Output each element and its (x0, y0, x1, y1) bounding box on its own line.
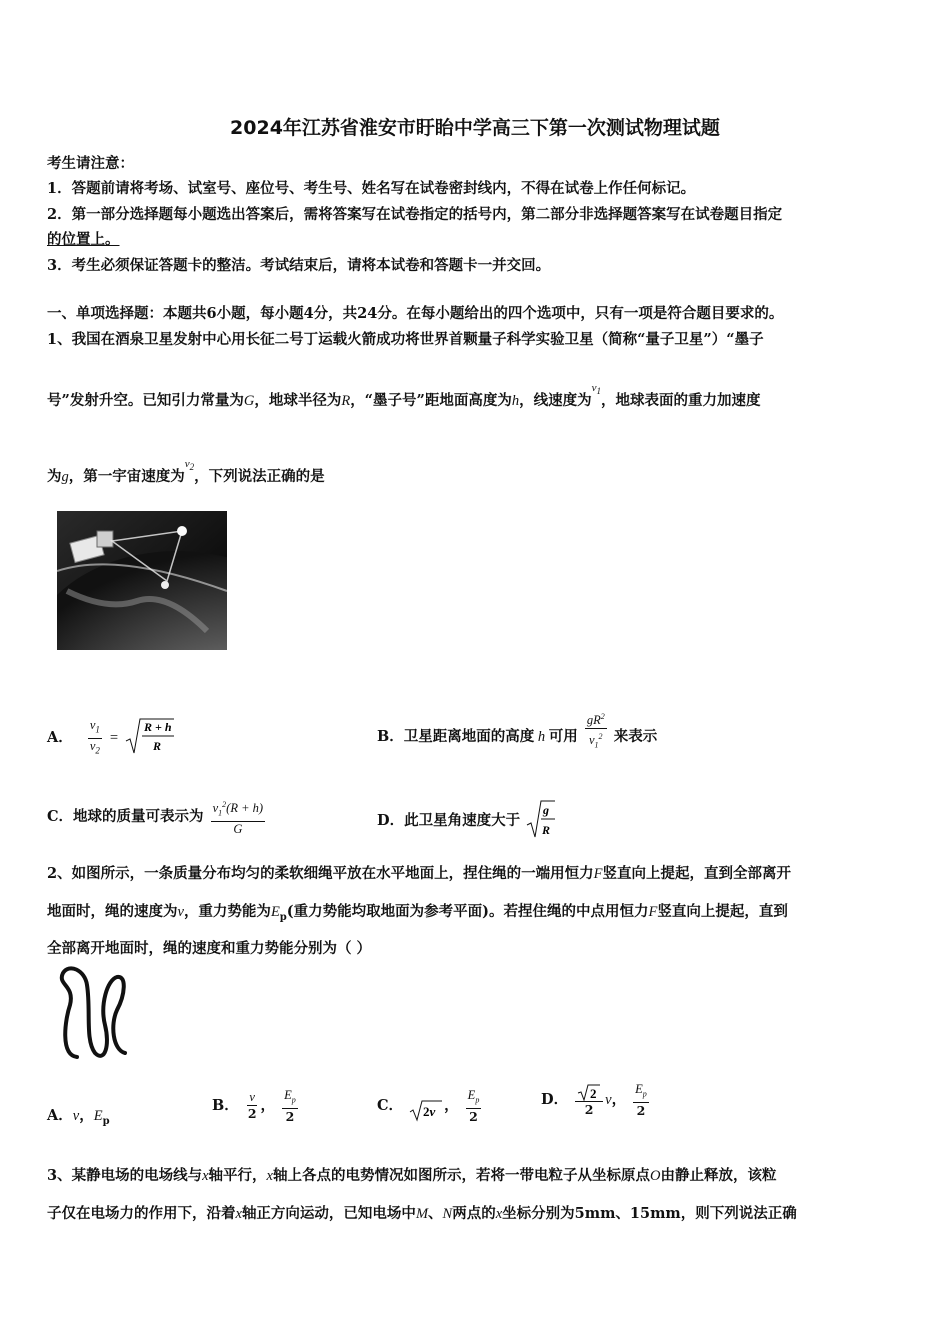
svg-text:R: R (152, 739, 161, 753)
q1-line3: 为g，第一宇宙速度为$^{v_2}$，下列说法正确的是 (47, 458, 325, 485)
notice-item-2: 2．第一部分选择题每小题选出答案后，需将答案写在试卷指定的括号内，第二部分非选择题答案写在试卷题目指定 (47, 206, 783, 223)
notice-item-1: 1．答题前请将考场、试室号、座位号、考生号、姓名写在试卷密封线内，不得在试卷上作任何标记。 (47, 180, 696, 197)
satellite-figure (57, 511, 227, 650)
svg-text:R: R (542, 823, 551, 837)
q3-line1: 3、某静电场的电场线与x轴平行，x轴上各点的电势情况如图所示，若将一带电粒子从坐标原点O由静止释放，该粒 (47, 1167, 777, 1184)
page-title: 2024年江苏省淮安市盱眙中学高三下第一次测试物理试题 (230, 117, 720, 139)
q2-option-a[interactable]: A．v，$E_p$ (47, 1107, 110, 1127)
q1-option-c[interactable]: C．地球的质量可表示为 $\frac{v_1^2(R + h)}{G}$ (47, 797, 267, 837)
q1-option-a[interactable]: A． $\frac{v_1}{v_2}$ = R + h R (47, 715, 176, 761)
q2-option-d[interactable]: D． $\frac{2}{2}$ v， $\frac{E_p}{2}$ (541, 1082, 647, 1118)
section-heading: 一、单项选择题：本题共6小题，每小题4分，共24分。在每小题给出的四个选项中，只有一项是符合题目要求的。 (47, 305, 784, 322)
q2-line1: 2、如图所示，一条质量分布均匀的柔软细绳平放在水平地面上，捏住绳的一端用恒力F竖直向上提起，直到全部离开 (47, 865, 791, 882)
notice-item-3: 3．考生必须保证答题卡的整洁。考试结束后，请将本试卷和答题卡一并交回。 (47, 257, 551, 274)
notice-heading: 考生请注意： (47, 155, 134, 172)
q2-option-b[interactable]: B． $\frac{v}{2}$ ， $\frac{E_p}{2}$ (212, 1088, 296, 1124)
svg-text:2: 2 (590, 1085, 597, 1101)
q3-line2: 子仅在电场力的作用下，沿着x轴正方向运动，已知电场中M、N两点的x坐标分别为5mm、15mm，则下列说法正确 (47, 1205, 797, 1222)
q2-line3: 全部离开地面时，绳的速度和重力势能分别为（ ） (47, 940, 372, 957)
q2-option-c[interactable]: C． 2v ， $\frac{E_p}{2}$ (377, 1088, 480, 1124)
q2-line2: 地面时，绳的速度为v，重力势能为$E_p$(重力势能均取地面为参考平面)。若捏住绳的中点用恒力F竖直向上提起，直到 (47, 903, 788, 923)
rope-figure (55, 965, 130, 1065)
q1-option-d[interactable]: D．此卫星角速度大于 g R (377, 797, 557, 845)
svg-text:g: g (543, 803, 550, 817)
svg-text:R + h: R + h (143, 720, 172, 734)
q1-option-b[interactable]: B．卫星距离地面的高度 h 可用 $\frac{gR^2}{v_1^2}$ 来表示 (377, 715, 657, 759)
svg-text:2v: 2v (423, 1103, 436, 1119)
q1-line2: 号”发射升空。已知引力常量为G，地球半径为R，“墨子号”距地面高度为h，线速度为$^{v_1}$，地球表面的重力加速度 (47, 382, 761, 409)
q1-line1: 1、我国在酒泉卫星发射中心用长征二号丁运载火箭成功将世界首颗量子科学实验卫星（简称“量子卫星”）“墨子 (47, 331, 764, 348)
notice-item-2-cont: 的位置上。 (47, 231, 120, 248)
